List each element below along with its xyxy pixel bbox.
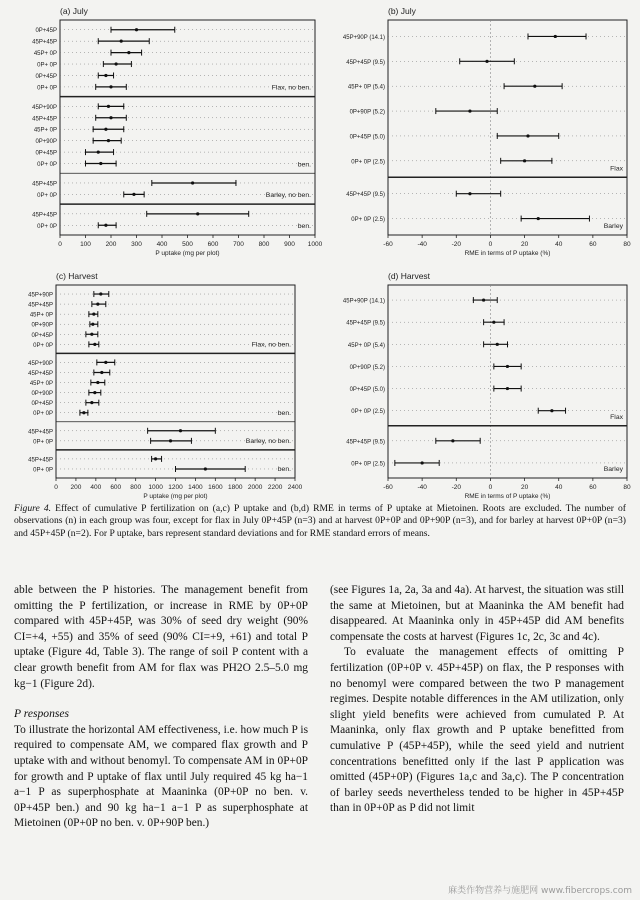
row-label: 45P+45P [32, 39, 57, 46]
row-label: 45P+45P (9.5) [346, 320, 385, 327]
mean-point [104, 361, 107, 364]
x-tick-label: 1400 [188, 484, 203, 491]
mean-point [169, 439, 172, 442]
mean-point [492, 321, 495, 324]
x-tick-label: 600 [207, 241, 219, 248]
x-tick-label: 0 [58, 241, 62, 248]
group-label: Flax, no ben. [251, 341, 291, 349]
mean-point [120, 40, 123, 43]
mean-point [97, 150, 100, 153]
row-label: 0P+90P (5.2) [349, 364, 385, 371]
row-label: 45P+45P [32, 212, 57, 219]
mean-point [537, 217, 540, 220]
row-label: 45P+90P [32, 104, 57, 111]
row-label: 0P+90P [31, 322, 53, 329]
x-tick-label: 0 [488, 241, 493, 248]
row-label: 0P+ 0P (2.5) [351, 461, 385, 468]
mean-point [506, 387, 509, 390]
row-label: 45P+45P (9.5) [346, 439, 385, 446]
mean-point [468, 109, 471, 112]
row-label: 0P+ 0P [37, 192, 57, 199]
x-tick-label: 800 [130, 484, 142, 491]
row-label: 45P+45P [28, 429, 53, 436]
x-tick-label: 2000 [247, 484, 263, 491]
mean-point [93, 391, 96, 394]
row-label: 0P+45P [31, 332, 53, 339]
x-tick-label: 1200 [168, 484, 183, 491]
x-tick-label: 1800 [228, 484, 243, 491]
x-tick-label: 400 [90, 484, 102, 491]
row-label: 45P+45P (9.5) [346, 192, 385, 199]
section-heading-p-responses: P responses [14, 707, 70, 721]
x-tick-label: -20 [451, 484, 461, 491]
row-label: 0P+ 0P [33, 439, 53, 446]
row-label: 45P+45P [28, 457, 53, 464]
mean-point [99, 292, 102, 295]
row-label: 0P+ 0P [33, 467, 53, 474]
x-tick-label: 500 [182, 241, 193, 248]
x-tick-label: 20 [520, 484, 529, 491]
x-tick-label: 80 [623, 484, 631, 491]
row-label: 0P+ 0P (2.5) [351, 409, 385, 416]
x-axis-label: RME in terms of P uptake (%) [464, 250, 551, 257]
mean-point [93, 343, 96, 346]
x-tick-label: 1600 [208, 484, 223, 491]
mean-point [179, 429, 182, 432]
x-tick-label: -60 [383, 241, 393, 248]
mean-point [99, 162, 102, 165]
row-label: 45P+ 0P [33, 51, 57, 58]
x-tick-label: 60 [589, 241, 597, 248]
panel-frame [60, 20, 315, 235]
group-label: ben. [297, 223, 311, 230]
mean-point [191, 181, 194, 184]
mean-point [526, 134, 529, 137]
panel-title: (b) July [388, 6, 416, 16]
x-tick-label: 800 [258, 241, 270, 248]
row-label: 45P+ 0P (5.4) [347, 84, 385, 91]
row-label: 0P+90P (5.2) [349, 109, 385, 116]
mean-point [90, 333, 93, 336]
mean-point [109, 116, 112, 119]
mean-point [482, 298, 485, 301]
row-label: 45P+ 0P [29, 312, 53, 319]
mean-point [107, 139, 110, 142]
mean-point [109, 85, 112, 88]
x-tick-label: -60 [383, 484, 393, 491]
mean-point [204, 467, 207, 470]
row-label: 0P+ 0P [37, 62, 57, 69]
mean-point [496, 343, 499, 346]
panel-a [32, 6, 322, 257]
mean-point [554, 35, 557, 38]
x-tick-label: 40 [555, 484, 563, 491]
row-label: 45P+ 0P (5.4) [347, 342, 385, 349]
row-label: 0P+ 0P [37, 223, 57, 230]
mean-point [523, 159, 526, 162]
mean-point [132, 193, 135, 196]
row-label: 0P+45P [35, 28, 57, 35]
row-label: 0P+90P [31, 391, 53, 398]
row-label: 45P+45P [28, 370, 53, 377]
x-tick-label: -40 [417, 241, 427, 248]
panel-frame [388, 285, 627, 478]
mean-point [421, 461, 424, 464]
x-tick-label: 1000 [148, 484, 163, 491]
panel-c [28, 271, 302, 500]
mean-point [91, 323, 94, 326]
mean-point [550, 409, 553, 412]
panel-frame [388, 20, 627, 235]
mean-point [468, 192, 471, 195]
mean-point [533, 85, 536, 88]
row-label: 0P+45P [35, 150, 57, 157]
row-label: 45P+45P [32, 181, 57, 188]
group-label: Barley, no ben. [245, 437, 291, 445]
x-tick-label: -40 [417, 484, 427, 491]
mean-point [96, 381, 99, 384]
left-paragraph-1: able between the P histories. The management benefit from omitting the P fertilization, or increase in RME by 0P+0P compared with 45P+45P, was 30% of seed dry weight (90% CI=+4, +55) and 35% of seed (90% CI=+9, +61) and total P uptake (Figure 4d, Table 3). The range of soil P content with a clear growth benefit from AM for flax was PH2O 2.5–5.0 mg kg−1 (Figure 2d). [14, 584, 308, 690]
row-label: 0P+ 0P [37, 85, 57, 92]
x-tick-label: 40 [555, 241, 563, 248]
row-label: 45P+90P [28, 360, 53, 367]
x-tick-label: -20 [451, 241, 461, 248]
row-label: 0P+90P [35, 139, 57, 146]
mean-point [104, 128, 107, 131]
mean-point [104, 74, 107, 77]
group-label: Flax, no ben. [271, 84, 311, 92]
x-tick-label: 60 [589, 484, 597, 491]
mean-point [104, 224, 107, 227]
row-label: 0P+ 0P [37, 162, 57, 169]
mean-point [154, 457, 157, 460]
right-paragraph-1: (see Figures 1a, 2a, 3a and 4a). At harvest, the situation was still the same at Mietoinen, but at Maaninka the AM benefit had disappeared. At Maaninka only in 45P+45P did AM benefits compensate the costs at harvest (Figures 1c, 2c, 3c and 4c). [330, 584, 624, 643]
group-label: Flax [610, 413, 623, 421]
mean-point [96, 302, 99, 305]
x-tick-label: 600 [110, 484, 122, 491]
mean-point [485, 60, 488, 63]
figure-caption [14, 503, 626, 540]
body-column-right [330, 583, 624, 817]
mean-point [451, 439, 454, 442]
panel-title: (d) Harvest [388, 271, 431, 281]
group-label: Flax [610, 165, 623, 173]
group-label: Barley [603, 466, 623, 473]
x-tick-label: 80 [623, 241, 631, 248]
mean-point [107, 105, 110, 108]
x-tick-label: 300 [131, 241, 142, 248]
row-label: 0P+ 0P [33, 342, 53, 349]
panel-title: (c) Harvest [56, 271, 98, 281]
group-label: ben. [297, 161, 311, 169]
x-axis-label: P uptake (mg per plot) [155, 250, 220, 257]
row-label: 0P+45P (5.0) [349, 134, 385, 141]
x-tick-label: 400 [156, 241, 168, 248]
mean-point [100, 371, 103, 374]
row-label: 45P+90P (14.1) [342, 34, 385, 41]
row-label: 45P+45P [28, 302, 53, 309]
x-tick-label: 200 [70, 484, 82, 491]
row-label: 45P+ 0P [29, 381, 53, 388]
x-tick-label: 1000 [307, 241, 323, 248]
x-tick-label: 200 [105, 241, 117, 248]
figure-label: Figure 4. [14, 503, 52, 514]
row-label: 45P+45P (9.5) [346, 59, 385, 66]
row-label: 45P+90P (14.1) [342, 298, 385, 305]
right-paragraph-2: To evaluate the management effects of omitting P fertilization (0P+0P v. 45P+45P) on flax, the P responses with no benomyl were compared between the two P management regimes. Despite notable differences in the AM utilization, only slight yield benefits were achieved from cumulated P. At Maaninka, only flax growth and P uptake benefitted from cumulative P (45P+45P), while the seed yield and nutrient concentrations benefitted only if the last P application was omitted (45P+0P) (Figures 1a,c and 3a,c). The P concentration of barley seeds nevertheless tended to be higher in 45P+45P than in 0P+0P as P did not limit [330, 646, 624, 815]
x-tick-label: 900 [284, 241, 295, 248]
row-label: 45P+ 0P [33, 127, 57, 134]
mean-point [82, 411, 85, 414]
x-axis-label: P uptake (mg per plot) [143, 493, 208, 500]
group-label: ben. [277, 409, 291, 417]
row-label: 0P+45P [35, 73, 57, 80]
row-label: 45P+45P [32, 116, 57, 123]
x-tick-label: 700 [233, 241, 244, 248]
panel-title: (a) July [60, 6, 88, 16]
panel-d [343, 271, 631, 500]
left-paragraph-2: To illustrate the horizontal AM effectiveness, i.e. how much P is required to compensate AM, we compared flax growth and P uptake with and without benomyl. To compensate AM in 0P+0P for growth and P uptake of flax until July required 45 kg ha−1 a−1 P as superphosphate at Maaninka (0P+0P no ben. v. 0P+45P ben.) and 90 kg ha−1 a−1 P as superphosphate at Mietoinen (0P+0P no ben. v. 0P+90P ben.) [14, 723, 308, 830]
row-label: 0P+ 0P (2.5) [351, 159, 385, 166]
body-column-left [14, 583, 308, 832]
mean-point [115, 62, 118, 65]
x-tick-label: 100 [80, 241, 91, 248]
mean-point [90, 401, 93, 404]
mean-point [135, 28, 138, 31]
row-label: 0P+45P (5.0) [349, 387, 385, 394]
x-tick-label: 20 [520, 241, 529, 248]
watermark: 麻类作物营养与施肥网 www.fibercrops.com [448, 886, 632, 896]
mean-point [196, 212, 199, 215]
mean-point [127, 51, 130, 54]
mean-point [92, 313, 95, 316]
row-label: 0P+ 0P (2.5) [351, 217, 385, 224]
group-label: ben. [277, 466, 291, 473]
row-label: 0P+ 0P [33, 411, 53, 418]
row-label: 45P+90P [28, 292, 53, 299]
x-tick-label: 0 [54, 484, 58, 491]
group-label: Barley, no ben. [265, 192, 311, 200]
x-tick-label: 0 [488, 484, 493, 491]
caption-text: Effect of cumulative P fertilization on (a,c) P uptake and (b,d) RME in terms of P uptake at Mietoinen. Roots are excluded. The number of observations (n) in each group was four, except for flax in July 0P+45P (n=3) and at harvest 0P+0P and 0P+90P (n=3), and for barley at harvest 0P+0P (n=3) and 45P+45P (n=2). For P uptake, bars represent standard deviations and for RME standard errors of means. [14, 503, 626, 539]
group-label: Barley [603, 223, 623, 230]
mean-point [506, 365, 509, 368]
x-tick-label: 2400 [287, 484, 303, 491]
row-label: 0P+45P [31, 401, 53, 408]
x-axis-label: RME in terms of P uptake (%) [464, 493, 551, 500]
x-tick-label: 2200 [267, 484, 283, 491]
panel-b [343, 6, 631, 257]
